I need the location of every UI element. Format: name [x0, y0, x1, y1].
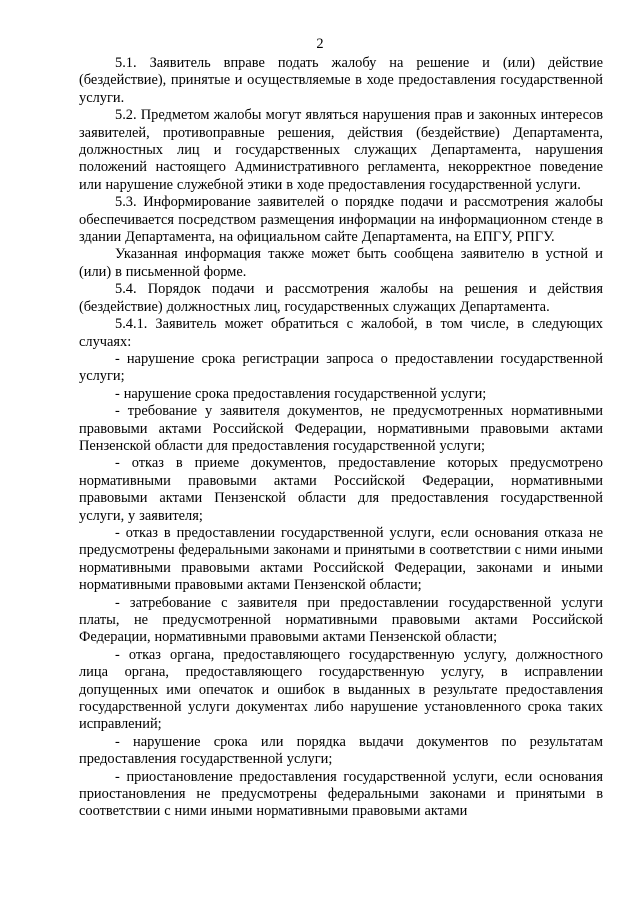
- list-item: - требование у заявителя документов, не предусмотренных нормативными правовыми актами Российской Федерации, нормативными правовыми актами Пензенской области для предоставления государственной услуги;: [79, 403, 603, 454]
- list-item: - нарушение срока регистрации запроса о предоставлении государственной услуги;: [79, 350, 603, 385]
- paragraph-5-1: 5.1. Заявитель вправе подать жалобу на решение и (или) действие (бездействие), принятые и осуществляемые в ходе предоставления государственной услуги.: [79, 55, 603, 106]
- list-item: - отказ в приеме документов, предоставление которых предусмотрено нормативными правовыми актами Российской Федерации, нормативными правовыми актами Пензенской области для предоставления государственной услуги, у заявителя;: [79, 455, 603, 524]
- list-item: - отказ органа, предоставляющего государственную услугу, должностного лица органа, предоставляющего государственную услугу, в исправлении допущенных ими опечаток и ошибок в выданных в результате предоставления государственной услуги документах либо нарушение установленного срока таких исправлений;: [79, 646, 603, 733]
- list-item: - затребование с заявителя при предоставлении государственной услуги платы, не предусмотренной нормативными правовыми актами Российской Федерации, нормативными правовыми актами Пензенской области;: [79, 594, 603, 646]
- list-item: - отказ в предоставлении государственной услуги, если основания отказа не предусмотрены федеральными законами и принятыми в соответствии с ними иными нормативными правовыми актами Российской Федерации, законами и иными нормативными правовыми актами Пензенской области;: [79, 524, 603, 594]
- list-item: - нарушение срока предоставления государственной услуги;: [115, 385, 487, 402]
- paragraph-info-form: Указанная информация также может быть сообщена заявителю в устной и (или) в письменной форме.: [79, 246, 603, 280]
- list-item: - нарушение срока или порядка выдачи документов по результатам предоставления государственной услуги;: [79, 733, 603, 768]
- page-number: 2: [316, 36, 324, 52]
- document-body: [79, 55, 603, 821]
- paragraph-5-4: 5.4. Порядок подачи и рассмотрения жалобы на решения и действия (бездействие) должностных лиц, государственных служащих Департамента.: [79, 281, 603, 315]
- paragraph-5-3: 5.3. Информирование заявителей о порядке подачи и рассмотрения жалобы обеспечивается посредством размещения информации на информационном стенде в здании Департамента, на официальном сайте Департамента, на ЕПГУ, РПГУ.: [79, 194, 603, 246]
- paragraph-5-4-1: 5.4.1. Заявитель может обратиться с жалобой, в том числе, в следующих случаях:: [79, 316, 603, 350]
- list-item: - приостановление предоставления государственной услуги, если основания приостановления не предусмотрены федеральными законами и принятыми в соответствии с ними иными нормативными правовыми актами: [79, 768, 603, 820]
- paragraph-5-2: 5.2. Предметом жалобы могут являться нарушения прав и законных интересов заявителей, противоправные решения, действия (бездействие) Департамента, должностных лиц и государственных служащих Департамента, нарушения положений настоящего Административного регламента, некорректное поведение или нарушение служебной этики в ходе предоставления государственной услуги.: [79, 107, 603, 193]
